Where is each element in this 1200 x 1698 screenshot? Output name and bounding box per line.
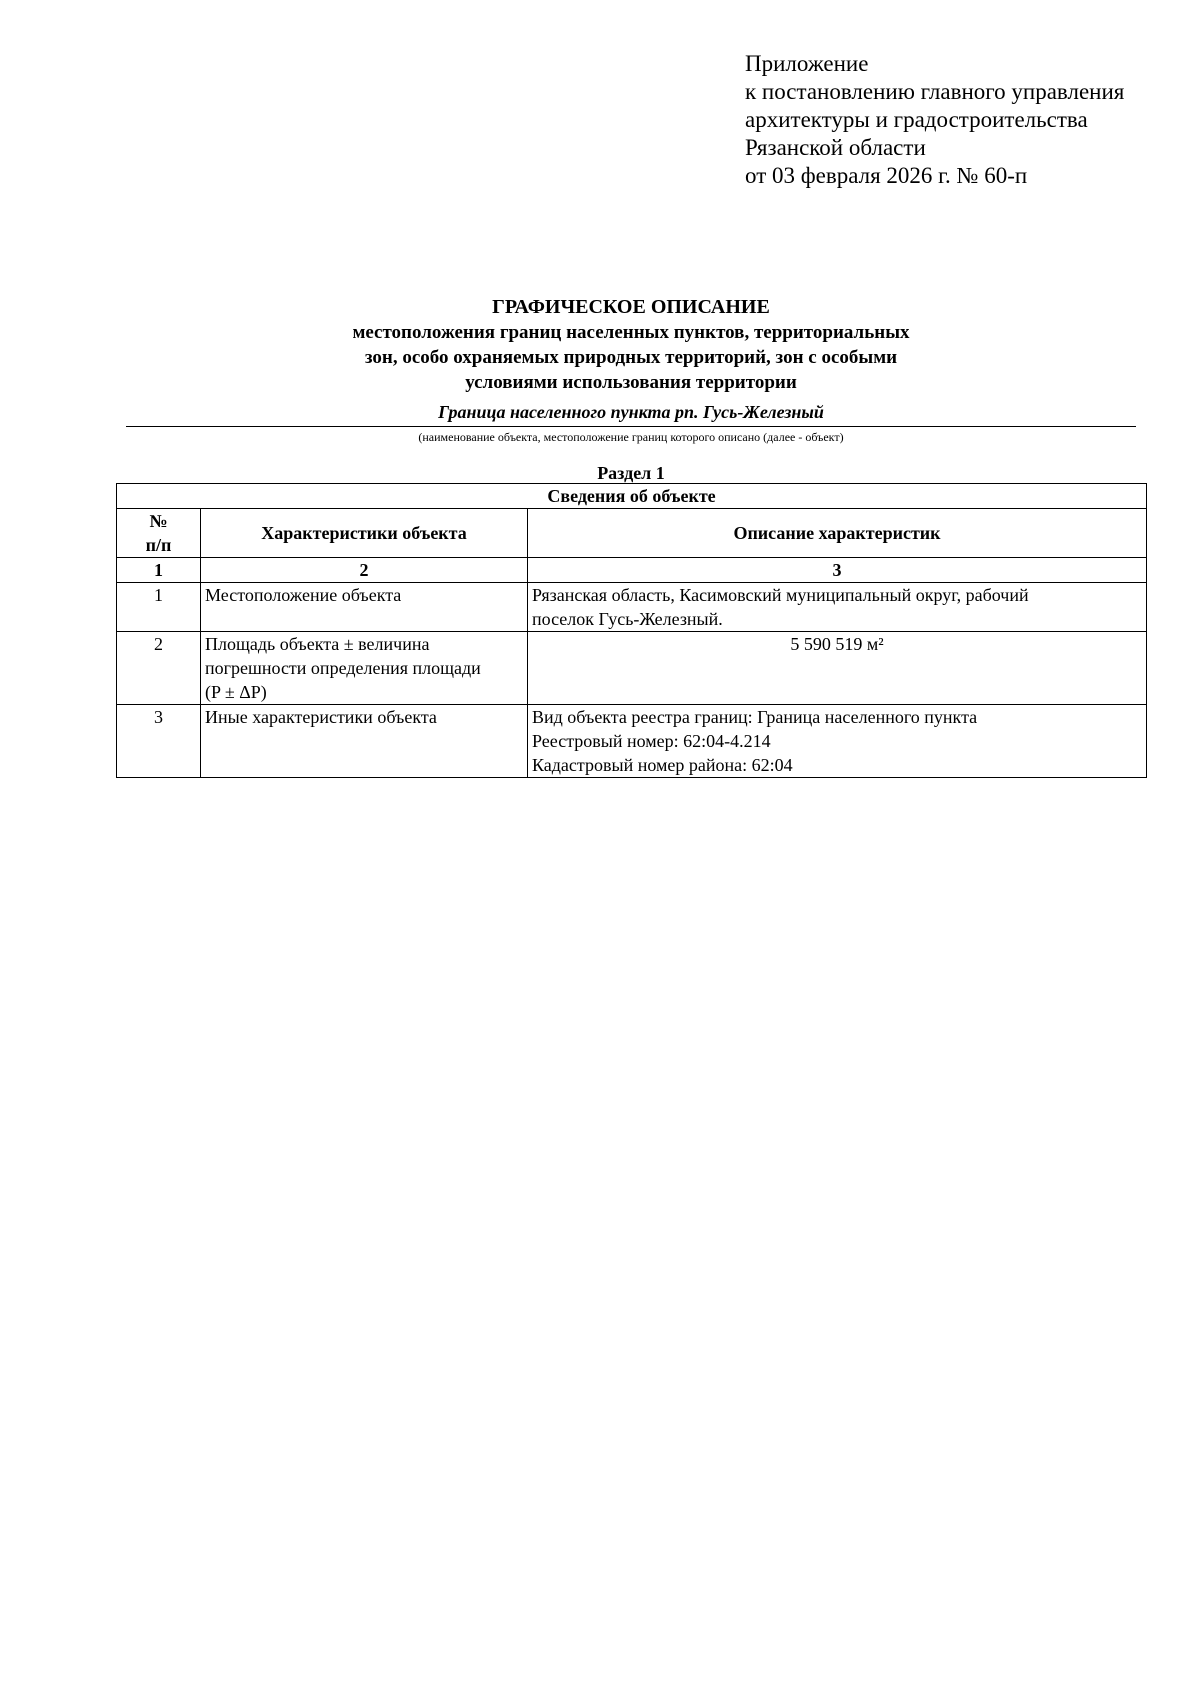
column-number-row [117,558,1147,583]
characteristic-line: Площадь объекта ± величина [205,634,430,654]
appendix-block [745,50,1124,190]
description-line: Рязанская область, Касимовский муниципальный округ, рабочий [532,585,1029,605]
appendix-line: Приложение [745,51,869,76]
column-number: 1 [117,558,201,583]
object-caption: (наименование объекта, местоположение границ которого описано (далее - объект) [418,430,844,444]
appendix-line: к постановлению главного управления [745,79,1125,104]
title-sub-line: зон, особо охраняемых природных территорий, зон с особыми [364,347,898,368]
appendix-line: архитектуры и градостроительства [745,107,1088,132]
row-characteristic [201,632,528,705]
section-title: Раздел 1 [597,463,665,483]
document-title [116,294,1146,395]
title-main: ГРАФИЧЕСКОЕ ОПИСАНИЕ [492,296,770,318]
header-characteristics: Характеристики объекта [201,509,528,558]
header-num [117,509,201,558]
appendix-line: от 03 февраля 2026 г. № 60-п [745,163,1028,188]
table-caption-row [117,484,1147,509]
row-number: 1 [117,583,201,632]
row-number: 3 [117,705,201,778]
row-number: 2 [117,632,201,705]
table-header-row [117,509,1147,558]
appendix-line: Рязанской области [745,135,926,160]
row-area-value: 5 590 519 м² [528,632,1147,705]
object-info-table [116,483,1147,778]
description-line: поселок Гусь-Железный. [532,609,723,629]
column-number: 3 [528,558,1147,583]
table-row [117,632,1147,705]
table-row [117,705,1147,778]
object-name: Граница населенного пункта рп. Гусь-Железный [438,402,824,422]
header-num-line: п/п [145,535,172,555]
description-line: Реестровый номер: 62:04-4.214 [532,731,771,751]
header-description: Описание характеристик [528,509,1147,558]
title-sub-line: условиями использования территории [465,372,797,393]
title-sub-line: местоположения границ населенных пунктов, территориальных [352,322,910,343]
description-line: Вид объекта реестра границ: Граница населенного пункта [532,707,978,727]
row-description [528,705,1147,778]
table-caption: Сведения об объекте [117,484,1147,509]
header-num-line: № [149,511,168,531]
row-description [528,583,1147,632]
column-number: 2 [201,558,528,583]
object-underline [126,426,1136,427]
description-line: Кадастровый номер района: 62:04 [532,755,793,775]
row-characteristic: Иные характеристики объекта [201,705,528,778]
row-characteristic: Местоположение объекта [201,583,528,632]
characteristic-line: (P ± ΔP) [205,682,267,702]
table-row [117,583,1147,632]
characteristic-line: погрешности определения площади [205,658,481,678]
